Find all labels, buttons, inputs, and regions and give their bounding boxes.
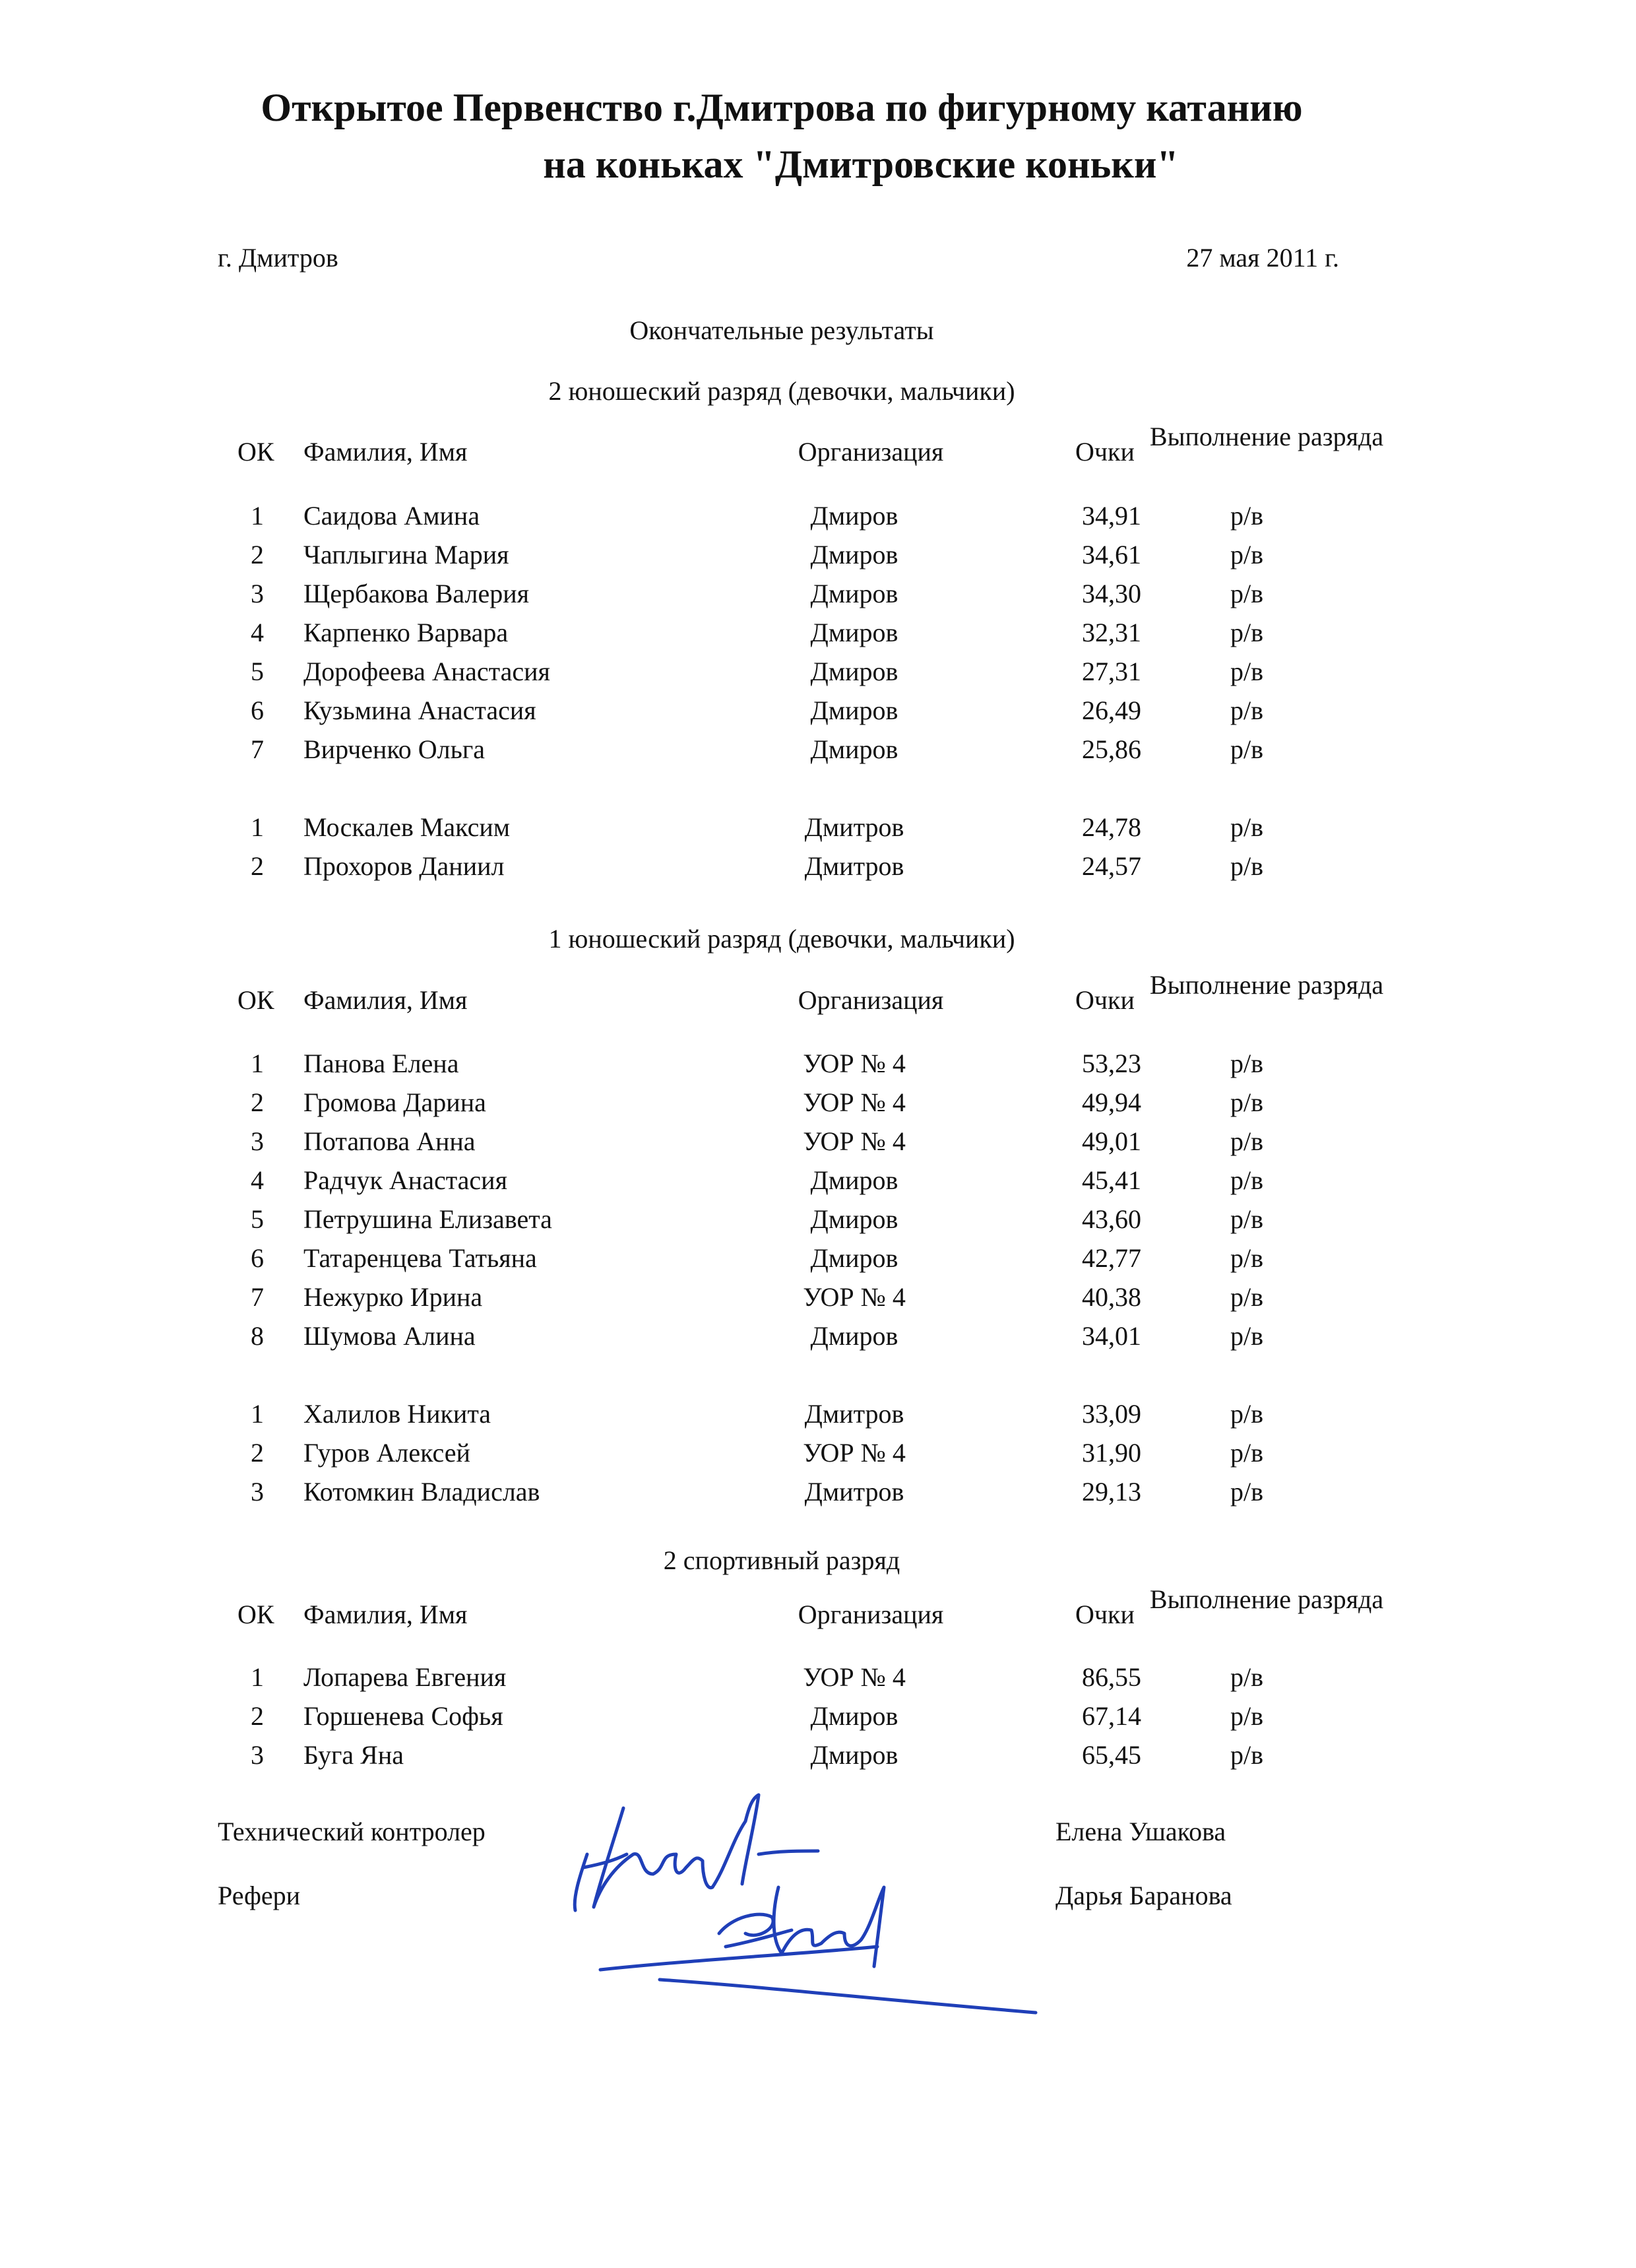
name-cell: Котомкин Владислав [303,1477,540,1507]
place-cell: 3 [251,1126,264,1156]
table-row [0,1281,1636,1314]
header-name: Фамилия, Имя [303,1600,468,1629]
table-row [0,616,1636,649]
signature-stroke [575,1795,818,1910]
date: 27 мая 2011 г. [1186,243,1339,273]
organization-cell: УОР № 4 [803,1049,906,1078]
organization-cell: Дмитров [804,1477,904,1507]
place-cell: 1 [251,812,264,842]
table-row [0,500,1636,533]
title-line-2: на коньках "Дмитровские коньки" [543,143,1179,186]
completion-cell: р/в [1230,1477,1263,1507]
header-completion: Выполнение разряда [1149,1584,1384,1614]
city: г. Дмитров [218,243,338,273]
name-cell: Громова Дарина [303,1087,486,1117]
place-cell: 1 [251,1049,264,1078]
place-cell: 7 [251,734,264,764]
name-cell: Татаренцева Татьяна [303,1243,537,1273]
referee-label: Рефери [218,1881,301,1910]
organization-cell: УОР № 4 [803,1087,906,1117]
place-cell: 1 [251,1662,264,1692]
table-header [0,1582,1636,1648]
section-title: 2 спортивный разряд [663,1545,900,1575]
name-cell: Щербакова Валерия [303,579,530,608]
organization-cell: УОР № 4 [803,1282,906,1312]
header-points: Очки [1075,437,1135,467]
table-row [0,1086,1636,1119]
organization-cell: УОР № 4 [803,1662,906,1692]
name-cell: Панова Елена [303,1049,459,1078]
completion-cell: р/в [1230,1662,1263,1692]
table-row [0,655,1636,688]
section-title: 1 юношеский разряд (девочки, мальчики) [548,924,1015,954]
table-row [0,1047,1636,1080]
completion-cell: р/в [1230,812,1263,842]
organization-cell: Дмиров [810,1701,898,1731]
points-cell: 32,31 [1082,618,1141,647]
header-ok: ОК [237,1600,274,1629]
table-row [0,538,1636,571]
place-cell: 5 [251,1204,264,1234]
completion-cell: р/в [1230,1126,1263,1156]
points-cell: 27,31 [1082,657,1141,686]
organization-cell: Дмиров [810,579,898,608]
points-cell: 24,78 [1082,812,1141,842]
completion-cell: р/в [1230,618,1263,647]
table-header [0,419,1636,485]
completion-cell: р/в [1230,1740,1263,1770]
place-cell: 1 [251,501,264,531]
header-ok: ОК [237,985,274,1015]
table-row [0,577,1636,610]
completion-cell: р/в [1230,1321,1263,1351]
points-cell: 45,41 [1082,1165,1141,1195]
name-cell: Шумова Алина [303,1321,476,1351]
points-cell: 24,57 [1082,851,1141,881]
organization-cell: Дмитров [804,1399,904,1429]
name-cell: Гуров Алексей [303,1438,470,1468]
organization-cell: Дмиров [810,1321,898,1351]
completion-cell: р/в [1230,696,1263,725]
header-name: Фамилия, Имя [303,985,468,1015]
organization-cell: Дмиров [810,657,898,686]
points-cell: 33,09 [1082,1399,1141,1429]
title-line-1: Открытое Первенство г.Дмитрова по фигурному катанию [261,86,1303,129]
header-points: Очки [1075,985,1135,1015]
name-cell: Кузьмина Анастасия [303,696,536,725]
table-row [0,811,1636,844]
table-row [0,1700,1636,1733]
points-cell: 43,60 [1082,1204,1141,1234]
name-cell: Прохоров Даниил [303,851,505,881]
subtitle: Окончательные результаты [629,315,934,345]
points-cell: 34,61 [1082,540,1141,569]
table-row [0,1437,1636,1470]
points-cell: 53,23 [1082,1049,1141,1078]
table-row [0,694,1636,727]
place-cell: 3 [251,1740,264,1770]
table-row [0,1164,1636,1197]
completion-cell: р/в [1230,1438,1263,1468]
place-cell: 2 [251,1087,264,1117]
completion-cell: р/в [1230,1399,1263,1429]
handwritten-signatures [561,1768,1062,2019]
organization-cell: Дмитров [804,851,904,881]
points-cell: 34,01 [1082,1321,1141,1351]
place-cell: 8 [251,1321,264,1351]
place-cell: 4 [251,1165,264,1195]
points-cell: 34,30 [1082,579,1141,608]
organization-cell: Дмиров [810,1165,898,1195]
table-row [0,1320,1636,1353]
points-cell: 67,14 [1082,1701,1141,1731]
completion-cell: р/в [1230,1701,1263,1731]
name-cell: Дорофеева Анастасия [303,657,550,686]
points-cell: 65,45 [1082,1740,1141,1770]
document-title [0,79,1636,193]
organization-cell: Дмиров [810,1243,898,1273]
table-row [0,1125,1636,1158]
completion-cell: р/в [1230,1204,1263,1234]
table-header [0,967,1636,1033]
table-row [0,1398,1636,1431]
organization-cell: Дмиров [810,501,898,531]
name-cell: Радчук Анастасия [303,1165,507,1195]
organization-cell: Дмиров [810,618,898,647]
name-cell: Саидова Амина [303,501,480,531]
table-row [0,733,1636,766]
table-row [0,1242,1636,1275]
name-cell: Буга Яна [303,1740,404,1770]
points-cell: 42,77 [1082,1243,1141,1273]
points-cell: 34,91 [1082,501,1141,531]
header-completion: Выполнение разряда [1149,970,1384,1000]
organization-cell: Дмиров [810,696,898,725]
place-cell: 3 [251,579,264,608]
place-cell: 6 [251,1243,264,1273]
name-cell: Вирченко Ольга [303,734,486,764]
completion-cell: р/в [1230,1243,1263,1273]
completion-cell: р/в [1230,1049,1263,1078]
name-cell: Лопарева Евгения [303,1662,507,1692]
organization-cell: УОР № 4 [803,1126,906,1156]
table-row [0,850,1636,883]
organization-cell: Дмитров [804,812,904,842]
place-cell: 2 [251,1701,264,1731]
points-cell: 49,01 [1082,1126,1141,1156]
completion-cell: р/в [1230,1165,1263,1195]
name-cell: Халилов Никита [303,1399,491,1429]
header-organization: Организация [798,1600,944,1629]
name-cell: Потапова Анна [303,1126,476,1156]
header-ok: ОК [237,437,274,467]
table-row [0,1203,1636,1236]
tech-controller-name: Елена Ушакова [1055,1817,1226,1846]
signature-stroke [600,1887,1036,2013]
points-cell: 29,13 [1082,1477,1141,1507]
header-name: Фамилия, Имя [303,437,468,467]
organization-cell: УОР № 4 [803,1438,906,1468]
referee-name: Дарья Баранова [1055,1881,1232,1910]
name-cell: Петрушина Елизавета [303,1204,552,1234]
table-row [0,1661,1636,1694]
table-row [0,1475,1636,1508]
place-cell: 2 [251,851,264,881]
tech-controller-label: Технический контролер [218,1817,486,1846]
organization-cell: Дмиров [810,1740,898,1770]
completion-cell: р/в [1230,734,1263,764]
name-cell: Москалев Максим [303,812,511,842]
completion-cell: р/в [1230,1282,1263,1312]
completion-cell: р/в [1230,540,1263,569]
points-cell: 25,86 [1082,734,1141,764]
section-title: 2 юношеский разряд (девочки, мальчики) [548,376,1015,406]
place-cell: 6 [251,696,264,725]
place-cell: 5 [251,657,264,686]
place-cell: 1 [251,1399,264,1429]
place-cell: 7 [251,1282,264,1312]
points-cell: 31,90 [1082,1438,1141,1468]
points-cell: 26,49 [1082,696,1141,725]
header-points: Очки [1075,1600,1135,1629]
completion-cell: р/в [1230,501,1263,531]
name-cell: Горшенева Софья [303,1701,503,1731]
name-cell: Чаплыгина Мария [303,540,509,569]
completion-cell: р/в [1230,579,1263,608]
completion-cell: р/в [1230,657,1263,686]
header-completion: Выполнение разряда [1149,422,1384,451]
organization-cell: Дмиров [810,540,898,569]
place-cell: 2 [251,540,264,569]
points-cell: 86,55 [1082,1662,1141,1692]
table-row [0,1739,1636,1772]
header-organization: Организация [798,437,944,467]
header-organization: Организация [798,985,944,1015]
completion-cell: р/в [1230,1087,1263,1117]
name-cell: Нежурко Ирина [303,1282,483,1312]
points-cell: 49,94 [1082,1087,1141,1117]
completion-cell: р/в [1230,851,1263,881]
place-cell: 3 [251,1477,264,1507]
name-cell: Карпенко Варвара [303,618,509,647]
place-cell: 2 [251,1438,264,1468]
points-cell: 40,38 [1082,1282,1141,1312]
place-cell: 4 [251,618,264,647]
organization-cell: Дмиров [810,734,898,764]
organization-cell: Дмиров [810,1204,898,1234]
